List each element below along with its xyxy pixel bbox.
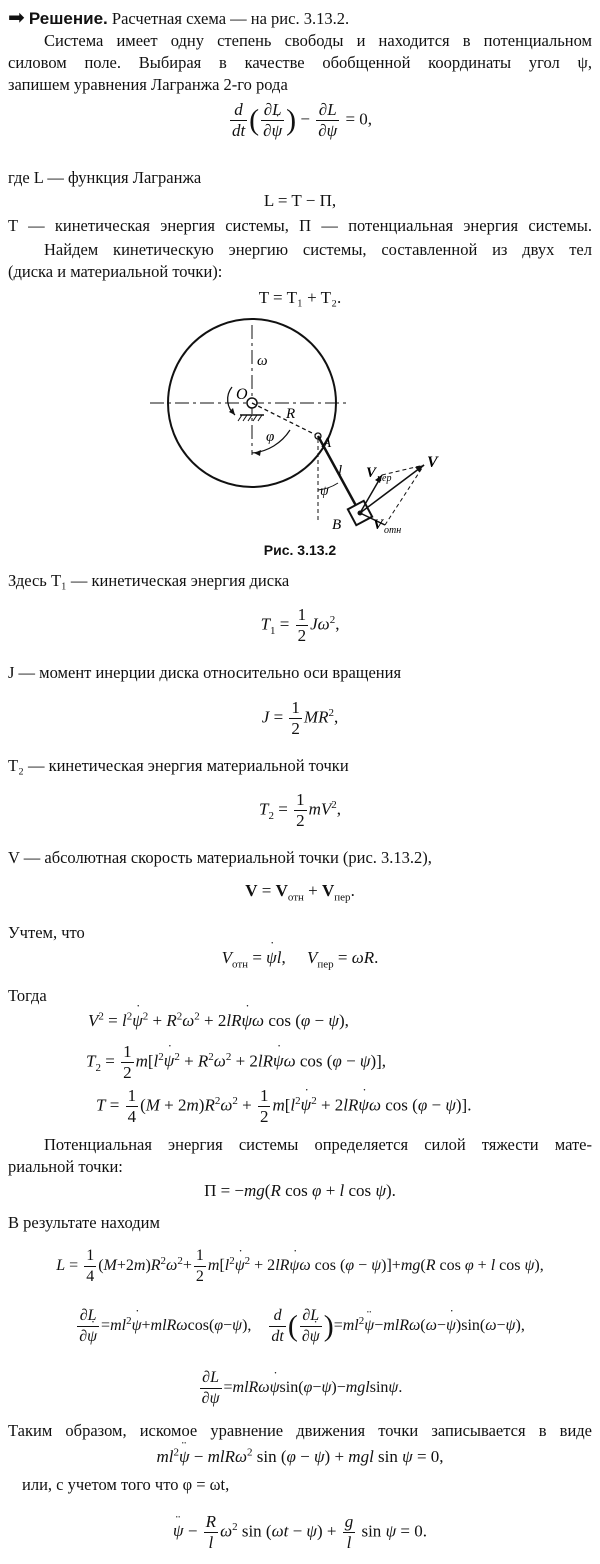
- label-psi: ψ: [320, 484, 329, 499]
- paragraph-line: Учтем, что: [8, 923, 85, 942]
- figure-disk-pendulum: [140, 315, 460, 540]
- paragraph-line: T — кинетическая энергия системы, Π — потенциальная энергия системы.: [8, 216, 592, 235]
- equation-T2-expanded: $T_2$ = $\frac{1}{2}$ $m[l^2\psi$ ˙$^2$ + $R^2\omega^2 + 2lR\psi$ ˙ω cos (φ − ψ)],: [86, 1042, 600, 1083]
- equation-velocities: $V_{отн} = \psi$ ˙l, $V_{пер} = \omega R$.: [0, 947, 600, 969]
- equation-potential: Π = −mg(R cos φ + l cos ψ).: [204, 1181, 396, 1200]
- intro-line: Расчетная схема — на рис. 3.13.2.: [111, 9, 350, 28]
- label-O: O: [236, 386, 248, 403]
- equation-L: L = $\frac{1}{4}$ $(M+2m)R^2\omega^2+$ $\frac{1}{2}$ $m[l^2\psi$ ˙$^2$ + 2lRψ ˙ω cos (φ − ψ)]+mg(R cos φ + l cos ψ),: [0, 1246, 600, 1287]
- paragraph-line: силовом поле. Выбирая в качестве обобщенной координаты угол ψ,: [8, 53, 592, 72]
- label-Votn: отн: [384, 525, 402, 536]
- label-B: B: [332, 517, 342, 533]
- paragraph-line: T₂ — кинетическая энергия материальной точки: [8, 756, 349, 775]
- paragraph-line: J — момент инерции диска относительно оси вращения: [8, 663, 402, 682]
- equation-J: J = $\frac{1}{2}$ $MR^2$,: [261, 698, 339, 738]
- figure-caption: Рис. 3.13.2: [263, 542, 337, 558]
- paragraph-line: Здесь T₁ — кинетическая энергия диска: [8, 571, 290, 590]
- paragraph-line: риальной точки:: [8, 1157, 123, 1176]
- paragraph-line: или, с учетом того что φ = ωt,: [22, 1475, 230, 1494]
- paragraph-line: В результате находим: [8, 1213, 160, 1232]
- paragraph-line: (диска и материальной точки):: [8, 262, 223, 281]
- equation-velocity-sum: $V = V_{отн} + V_{пер}$.: [245, 881, 355, 904]
- equation-derivatives: $\frac{\partial L}{\partial\psi}$ ˙ $=ml^2\psi$ ˙+mlRωcos(φ−ψ), $\frac{d}{dt}$ ( $\frac{\partial L}{\partial\psi}$ ˙ )$=ml^2\psi$ ¨−mlRω(ω−ψ ˙)sin(ω−ψ),: [0, 1306, 600, 1347]
- label-l: l: [338, 463, 343, 479]
- label-phi: φ: [266, 429, 275, 445]
- equation-motion-final: ψ ¨ − $\frac{R}{l}$ $\omega^2$ sin (ωt − ψ) + $\frac{g}{l}$ sin ψ = 0.: [0, 1512, 600, 1553]
- equation-T-expanded: T = $\frac{1}{4}$ $(M + 2m)R^2\omega^2$ + $\frac{1}{2}$ $m[l^2\psi$ ˙$^2$ + 2lRψ ˙ω cos (φ − ψ)].: [96, 1086, 600, 1127]
- paragraph-line: запишем уравнения Лагранжа 2-го рода: [8, 75, 288, 94]
- paragraph-line: Система имеет одну степень свободы и находится в потенциальном: [44, 31, 592, 50]
- paragraph-line: Тогда: [8, 986, 47, 1005]
- label-V: V: [427, 454, 438, 471]
- equation-T2: $T_2$ = $\frac{1}{2}$ $mV^2$,: [259, 790, 341, 830]
- paragraph-line: Найдем кинетическую энергию системы, составленной из двух тел: [44, 240, 592, 259]
- svg-text:V: V: [366, 465, 377, 481]
- svg-text:V: V: [373, 517, 384, 533]
- solution-label: Решение.: [28, 9, 108, 28]
- equation-V2: $V^2 = l^2\psi$ ˙$^2$ + $R^2\omega^2 + 2lR\psi$ ˙ω cos (φ − ψ),: [88, 1010, 600, 1032]
- label-A: A: [322, 435, 332, 451]
- equation-T1: $T_1$ = $\frac{1}{2}$ $J\omega^2$,: [260, 605, 340, 645]
- paragraph-line: Таким образом, искомое уравнение движения точки записывается в виде: [8, 1421, 592, 1440]
- label-R: R: [286, 406, 296, 422]
- equation-lagrangian: L = T − Π,: [263, 191, 337, 210]
- arrow-right-icon: ➡: [8, 5, 25, 29]
- paragraph-line: Потенциальная энергия системы определяется силой тяжести мате-: [44, 1135, 592, 1154]
- solution-header: [8, 6, 592, 30]
- equation-total-energy: T = T₁ + T₂.: [258, 288, 342, 307]
- paragraph-line: где L — функция Лагранжа: [8, 168, 202, 187]
- equation-lagrange: $\frac{d}{dt}$ ( $\frac{\partial L}{\partial\psi}$ ˙ ) − $\frac{\partial L}{\partial\psi}$ = 0,: [0, 100, 600, 141]
- equation-motion: $ml^2\psi$ ¨ − mlRω$^2$ sin (φ − ψ) + mgl sin ψ = 0,: [0, 1446, 600, 1468]
- label-omega: ω: [257, 353, 268, 369]
- eq1-tail: = 0,: [341, 109, 373, 129]
- label-Vper: пер: [377, 473, 392, 484]
- paragraph-line: V — абсолютная скорость материальной точки (рис. 3.13.2),: [8, 848, 432, 867]
- equation-dL-dpsi: $\frac{\partial L}{\partial\psi}$ =mlRωψ ˙sin(φ−ψ)−mglsinψ.: [0, 1368, 600, 1409]
